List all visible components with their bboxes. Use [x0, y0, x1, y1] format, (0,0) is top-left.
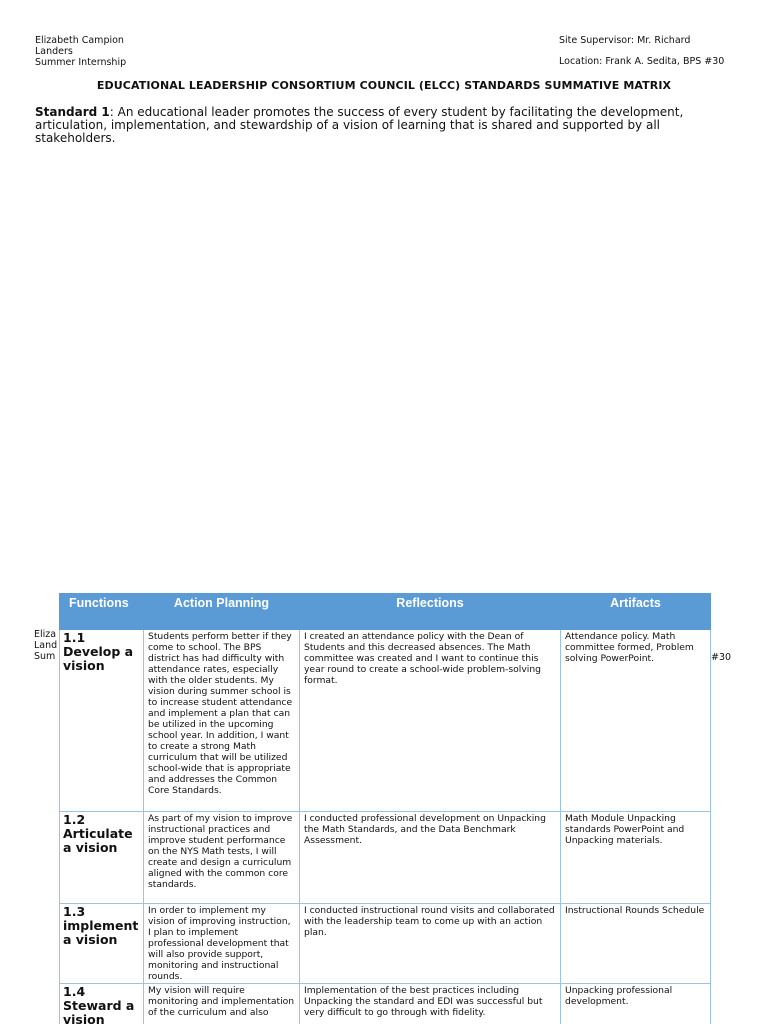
ghost-line: Eliza — [34, 629, 57, 640]
standard-text: : An educational leader promotes the success of every student by facilitating the development, articulation, implementation, and stewardship of a vision of learning that is shared and supported by all stakeholders. — [35, 105, 684, 145]
table-row — [60, 630, 711, 812]
table-header-row — [60, 594, 711, 630]
ghost-bps-number: #30 — [711, 652, 732, 663]
ghost-line: Sum — [34, 651, 56, 662]
table-row — [60, 812, 711, 904]
author-name-line1: Elizabeth Campion — [35, 35, 124, 46]
document-title: EDUCATIONAL LEADERSHIP CONSORTIUM COUNCIL (ELCC) STANDARDS SUMMATIVE MATRIX — [96, 79, 672, 92]
artifacts-cell: Instructional Rounds Schedule — [561, 904, 711, 984]
column-header-artifacts: Artifacts — [561, 594, 711, 630]
author-name-line2: Landers — [35, 46, 73, 57]
reflection-cell: I conducted instructional round visits and collaborated with the leadership team to come up with an action plan. — [300, 904, 561, 984]
function-cell: 1.1 Develop a vision — [60, 630, 144, 812]
site-supervisor: Site Supervisor: Mr. Richard — [559, 35, 691, 46]
standard-label: Standard 1 — [35, 105, 110, 119]
column-header-action-planning: Action Planning — [144, 594, 300, 630]
reflection-cell: I conducted professional development on Unpacking the Math Standards, and the Data Benchmark Assessment. — [300, 812, 561, 904]
reflection-cell: Implementation of the best practices including Unpacking the standard and EDI was successful but very difficult to go through with fidelity. — [300, 984, 561, 1024]
location: Location: Frank A. Sedita, BPS #30 — [559, 56, 725, 67]
summative-matrix-table — [59, 593, 711, 1024]
function-cell: 1.4 Steward a vision — [60, 984, 144, 1024]
standard-statement — [35, 106, 735, 145]
table-row — [60, 904, 711, 984]
action-planning-cell: Students perform better if they come to school. The BPS district has had difficulty with attendance rates, especially with the older students. My vision during summer school is to increase student attendance and implement a plan that can be utilized in the upcoming school year. In addition, I want to create a strong Math curriculum that will be utilized school-wide that is appropriate and addresses the Common Core Standards. — [144, 630, 300, 812]
ghost-header-text — [34, 629, 60, 662]
action-planning-cell: My vision will require monitoring and implementation of the curriculum and also — [144, 984, 300, 1024]
action-planning-cell: As part of my vision to improve instructional practices and improve student performance on the NYS Math tests, I will create and design a curriculum aligned with the common core standards. — [144, 812, 300, 904]
internship-label: Summer Internship — [35, 57, 127, 68]
reflection-cell: I created an attendance policy with the Dean of Students and this decreased absences. The Math committee was created and I want to continue this year round to create a school-wide problem-solving format. — [300, 630, 561, 812]
artifacts-cell: Attendance policy. Math committee formed, Problem solving PowerPoint. — [561, 630, 711, 812]
column-header-reflections: Reflections — [300, 594, 561, 630]
table-row — [60, 984, 711, 1024]
function-cell: 1.3 implement a vision — [60, 904, 144, 984]
header-left — [35, 35, 126, 68]
action-planning-cell: In order to implement my vision of improving instruction, I plan to implement professional development that will also provide support, monitoring and instructional rounds. — [144, 904, 300, 984]
artifacts-cell: Unpacking professional development. — [561, 984, 711, 1024]
function-cell: 1.2 Articulate a vision — [60, 812, 144, 904]
header-right — [559, 35, 724, 67]
column-header-functions: Functions — [60, 594, 144, 630]
ghost-line: Land — [34, 640, 58, 651]
artifacts-cell: Math Module Unpacking standards PowerPoint and Unpacking materials. — [561, 812, 711, 904]
